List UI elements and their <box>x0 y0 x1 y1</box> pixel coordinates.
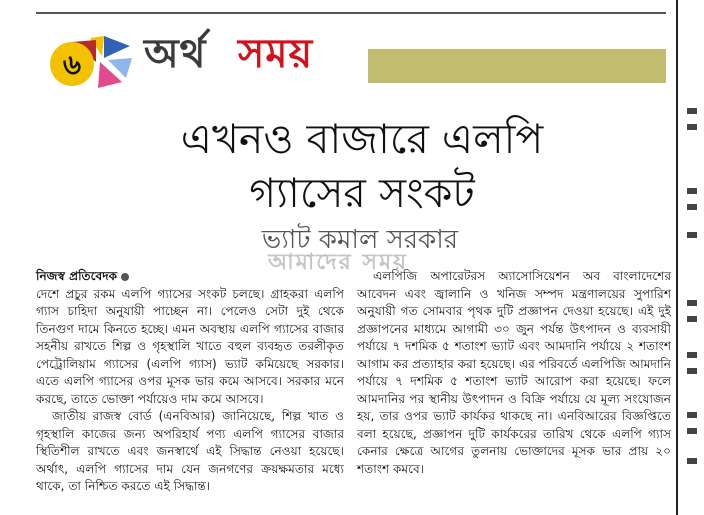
subheadline: ভ্যাট কমাল সরকার <box>261 225 459 255</box>
section-header-bar <box>368 49 666 83</box>
source-watermark: আমাদের সময় <box>268 250 409 275</box>
paragraph: দেশে প্রচুর রকম এলপি গ্যাসের সংকট চলছে। গ্রাহকরা এলপি গ্যাস চাহিদা অনুযায়ী পাচ্ছেন না। পেলেও সেটা দুই থেকে তিনগুণ দামে কিনতে হচ্ছে। এমন অবস্থায় এলপি গ্যাসের বাজার সহনীয় রাখতে শিল্প ও গৃহস্থালি খাতে বহুল ব্যবহৃত তরলীকৃত পেট্রোলিয়াম গ্যাসের (এলপি গ্যাস) ভ্যাট কমিয়েছে সরকার। এতে এলপি গ্যাসের ওপর মূসক ভার কমে আসবে। সরকার মনে করছে, তাতে ভোক্তা পর্যায়েও দাম কমে আসবে। <box>36 286 344 406</box>
top-divider <box>36 12 666 14</box>
headline-line-2: গ্যাসের সংকট <box>249 169 475 217</box>
byline: নিজস্ব প্রতিবেদক <box>36 269 118 283</box>
previous-article-fragment <box>40 0 300 6</box>
paragraph: এলপিজি অপারেটরস অ্যাসোসিয়েশন অব বাংলাদেশের আবেদন এবং জ্বালানি ও খনিজ সম্পদ মন্ত্রণালয়ের সুপারিশ অনুযায়ী গত সোমবার পৃথক দুটি প্রজ্ঞাপন দেওয়া হয়েছে। এই দুই প্রজ্ঞাপনের মাধ্যমে আগামী ৩০ জুন পর্যন্ত উৎপাদন ও ব্যবসায়ী পর্যায়ে ৭ দশমিক ৫ শতাংশ ভ্যাট এবং আমদানি পর্যায়ে ২ শতাংশ আগাম কর প্রত্যাহার করা হয়েছে। এর পরিবর্তে এলপিজি আমদানি পর্যায়ে ৭ দশমিক ৫ শতাংশ ভ্যাট আরোপ করা হয়েছে। ফলে আমদানির পর স্থানীয় উৎপাদন ও বিক্রি পর্যায়ে যে মূল্য সংযোজন হয়, তার ওপর ভ্যাট কার্যকর থাকছে না। এনবিআরের বিজ্ঞপ্তিতে বলা হয়েছে, প্রজ্ঞাপন দুটি কার্যকরের তারিখ থেকে এলপি গ্যাস কেনার ক্ষেত্রে আগের তুলনায় ভোক্তাদের মূসক ভার প্রায় ২০ শতাংশ কমবে। <box>357 269 671 476</box>
adjacent-column-fragment <box>683 0 704 515</box>
article-column-left <box>36 268 344 496</box>
column-divider-right <box>676 0 678 515</box>
section-title-part-2: সময় <box>238 30 314 77</box>
section-logo <box>42 32 134 92</box>
page-number: ৬ <box>62 48 82 81</box>
headline-line-1: এখনও বাজারে এলপি <box>180 115 544 163</box>
logo-blue-wedge <box>104 36 130 58</box>
headline <box>70 112 654 220</box>
article-column-right <box>357 268 671 478</box>
paragraph: জাতীয় রাজস্ব বোর্ড (এনবিআর) জানিয়েছে, শিল্প খাত ও গৃহস্থালি কাজের জন্য অপরিহার্য পণ্য এলপি গ্যাসের বাজার স্থিতিশীল রাখতে এবং জনস্বার্থে এই সিদ্ধান্ত নেওয়া হয়েছে। অর্থাৎ, এলপি গ্যাসের দাম যেন জনগণের ক্রয়ক্ষমতার মধ্যে থাকে, তা নিশ্চিত করতে এই সিদ্ধান্ত। <box>36 409 344 493</box>
section-title-part-1: অর্থ <box>144 30 207 77</box>
bullet-dot-icon <box>121 273 129 281</box>
